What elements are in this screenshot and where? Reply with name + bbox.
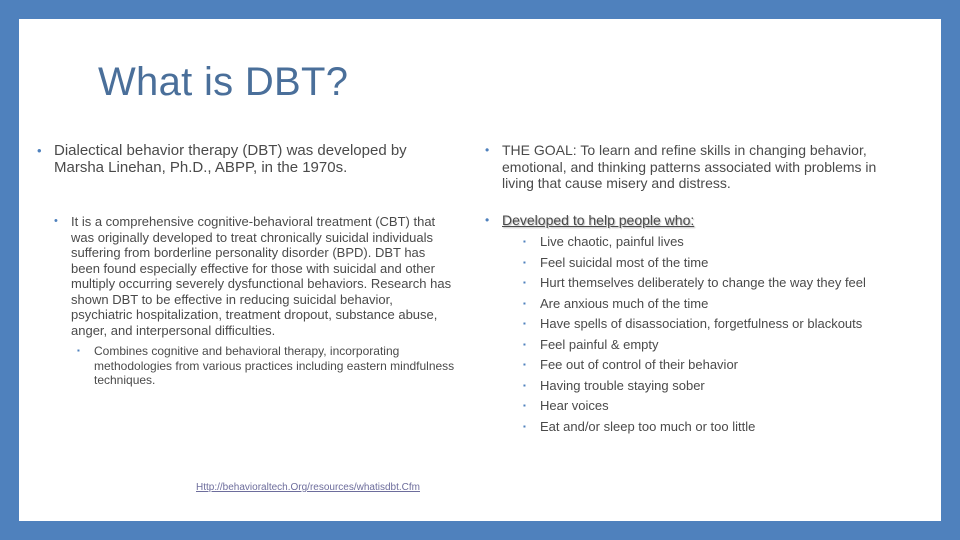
bullet-level3	[77, 344, 455, 388]
bullet-dot-icon: •	[54, 215, 58, 227]
bullet-square-icon: ▪	[523, 339, 526, 349]
left-column	[35, 122, 455, 388]
right-column	[483, 122, 903, 439]
list-item: ▪ Have spells of disassociation, forgetfulness or blackouts	[523, 316, 863, 331]
bullet-dot-icon: ▪	[77, 346, 80, 355]
bullet-text: It is a comprehensive cognitive-behavioral treatment (CBT) that was originally developed to treat chronically suicidal individuals suffering from borderline personality disorder (BPD). DBT has been found especially effective for those with suicidal and other multiply occurring severely dysfunctional behaviors. Research has shown DBT to be effective in reducing suicidal behavior, psychiatric hospitalization, treatment dropout, substance abuse, anger, and interpersonal difficulties.	[71, 214, 452, 338]
list-item: ▪ Live chaotic, painful lives	[523, 234, 684, 249]
developed-bullet	[483, 212, 903, 229]
bullet-dot-icon: •	[485, 143, 490, 157]
symptom-list	[523, 234, 903, 434]
list-item: ▪ Feel painful & empty	[523, 336, 659, 352]
bullet-square-icon: ▪	[523, 257, 526, 267]
bullet-square-icon: ▪	[523, 298, 526, 308]
list-item: ▪ Are anxious much of the time	[523, 295, 709, 311]
bullet-text: Dialectical behavior therapy (DBT) was developed by Marsha Linehan, Ph.D., ABPP, in the 1970s.	[54, 142, 407, 176]
goal-text: THE GOAL: To learn and refine skills in changing behavior, emotional, and thinking patterns associated with problems in living that cause misery and distress.	[502, 142, 877, 191]
list-item: ▪ Hurt themselves deliberately to change the way they feel	[523, 275, 866, 290]
bullet-square-icon: ▪	[523, 401, 526, 410]
goal-bullet	[483, 142, 903, 192]
list-item: ▪ Hear voices	[523, 398, 609, 413]
list-item: ▪ Having trouble staying sober	[523, 377, 705, 393]
list-item: ▪ Feel suicidal most of the time	[523, 254, 709, 270]
developed-heading: Developed to help people who:	[502, 211, 695, 228]
bullet-text: Combines cognitive and behavioral therapy, incorporating methodologies from various practices including eastern mindfulness techniques.	[94, 344, 455, 387]
bullet-dot-icon: •	[485, 212, 490, 227]
bullet-square-icon: ▪	[523, 278, 526, 287]
bullet-dot-icon: •	[37, 143, 42, 158]
source-link[interactable]: Http://behavioraltech.Org/resources/whatisdbt.Cfm	[196, 482, 420, 493]
bullet-level1	[35, 142, 455, 176]
list-item: ▪ Eat and/or sleep too much or too little	[523, 418, 756, 434]
bullet-square-icon: ▪	[523, 380, 526, 390]
bullet-square-icon: ▪	[523, 237, 526, 246]
slide-title: What is DBT?	[98, 60, 349, 104]
bullet-square-icon: ▪	[523, 319, 526, 328]
bullet-square-icon: ▪	[523, 360, 526, 369]
list-item: ▪ Fee out of control of their behavior	[523, 357, 739, 372]
bullet-square-icon: ▪	[523, 421, 526, 431]
bullet-level2	[54, 214, 455, 338]
